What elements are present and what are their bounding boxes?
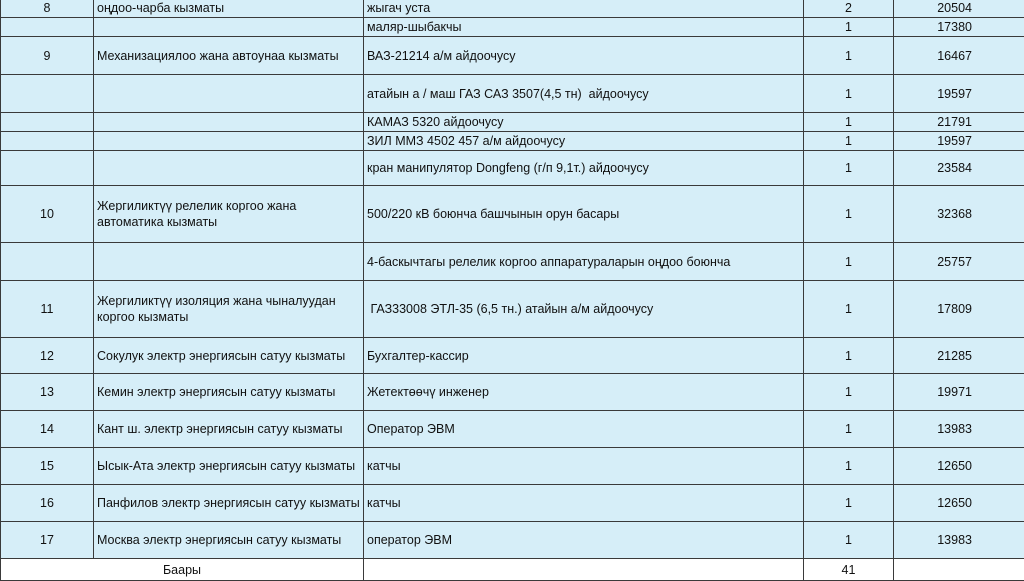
total-empty-cell (364, 559, 804, 581)
total-row (1, 559, 1024, 581)
count-cell: 1 (804, 374, 894, 411)
row-number (1, 243, 94, 281)
row-number: 12 (1, 338, 94, 374)
table-row (1, 338, 1024, 374)
position-cell: 500/220 кВ боюнча башчынын орун басары (364, 186, 804, 243)
organization-cell: Кант ш. электр энергиясын сатуу кызматы (94, 411, 364, 448)
total-count: 41 (804, 559, 894, 581)
table-row (1, 18, 1024, 37)
salary-cell: 12650 (894, 485, 1024, 522)
organization-cell: Жергиликтүү релелик коргоо жана автоматика кызматы (94, 186, 364, 243)
organization-cell: Кемин электр энергиясын сатуу кызматы (94, 374, 364, 411)
organization-cell (94, 113, 364, 132)
organization-cell: Панфилов электр энергиясын сатуу кызматы (94, 485, 364, 522)
salary-cell: 13983 (894, 411, 1024, 448)
position-cell: Оператор ЭВМ (364, 411, 804, 448)
position-cell: ВАЗ-21214 а/м айдоочусу (364, 37, 804, 75)
row-number: 8 (1, 0, 94, 18)
count-cell: 1 (804, 113, 894, 132)
table-row (1, 281, 1024, 338)
salary-cell: 16467 (894, 37, 1024, 75)
organization-cell: Механизациялоо жана автоунаа кызматы (94, 37, 364, 75)
table-row (1, 485, 1024, 522)
salary-cell: 23584 (894, 151, 1024, 186)
count-cell: 1 (804, 281, 894, 338)
total-salary-cell (894, 559, 1024, 581)
position-cell: кран манипулятор Dongfeng (г/п 9,1т.) айдоочусу (364, 151, 804, 186)
row-number: 9 (1, 37, 94, 75)
table-row (1, 37, 1024, 75)
salary-cell: 21285 (894, 338, 1024, 374)
organization-cell (94, 75, 364, 113)
row-number: 13 (1, 374, 94, 411)
row-number: 15 (1, 448, 94, 485)
organization-cell (94, 243, 364, 281)
table-row (1, 0, 1024, 18)
position-cell: Жетектөөчү инженер (364, 374, 804, 411)
position-cell: жыгач уста (364, 0, 804, 18)
salary-cell: 21791 (894, 113, 1024, 132)
count-cell: 1 (804, 485, 894, 522)
total-label: Баары (1, 559, 364, 581)
count-cell: 1 (804, 37, 894, 75)
organization-cell (94, 151, 364, 186)
row-number: 14 (1, 411, 94, 448)
row-number (1, 75, 94, 113)
row-number: 16 (1, 485, 94, 522)
salary-cell: 25757 (894, 243, 1024, 281)
salary-cell: 20504 (894, 0, 1024, 18)
count-cell: 1 (804, 243, 894, 281)
count-cell: 1 (804, 132, 894, 151)
row-number: 10 (1, 186, 94, 243)
position-cell: ЗИЛ ММЗ 4502 457 а/м айдоочусу (364, 132, 804, 151)
row-number: 17 (1, 522, 94, 559)
organization-cell: Ысык-Ата электр энергиясын сатуу кызматы (94, 448, 364, 485)
position-cell: 4-баскычтагы релелик коргоо аппаратураларын оңдоо боюнча (364, 243, 804, 281)
count-cell: 1 (804, 75, 894, 113)
table-row (1, 522, 1024, 559)
position-cell: ГАЗ33008 ЭТЛ-35 (6,5 тн.) атайын а/м айдоочусу (364, 281, 804, 338)
row-number (1, 113, 94, 132)
position-cell: Бухгалтер-кассир (364, 338, 804, 374)
table-row (1, 132, 1024, 151)
salary-cell: 17809 (894, 281, 1024, 338)
table-row (1, 243, 1024, 281)
organization-cell: оңдоо-чарба кызматы (94, 0, 364, 18)
row-number (1, 151, 94, 186)
count-cell: 1 (804, 18, 894, 37)
organization-cell: Жергиликтүү изоляция жана чыналуудан коргоо кызматы (94, 281, 364, 338)
organization-cell: Сокулук электр энергиясын сатуу кызматы (94, 338, 364, 374)
organization-cell (94, 18, 364, 37)
salary-cell: 17380 (894, 18, 1024, 37)
salary-cell: 32368 (894, 186, 1024, 243)
organization-cell (94, 132, 364, 151)
count-cell: 1 (804, 186, 894, 243)
count-cell: 1 (804, 338, 894, 374)
salary-cell: 19597 (894, 132, 1024, 151)
organization-cell: Москва электр энергиясын сатуу кызматы (94, 522, 364, 559)
table-row (1, 151, 1024, 186)
position-cell: маляр-шыбакчы (364, 18, 804, 37)
salary-cell: 13983 (894, 522, 1024, 559)
table-row (1, 113, 1024, 132)
row-number (1, 18, 94, 37)
count-cell: 1 (804, 522, 894, 559)
table-row (1, 448, 1024, 485)
staff-table-body (1, 0, 1024, 581)
position-cell: атайын а / маш ГАЗ САЗ 3507(4,5 тн) айдоочусу (364, 75, 804, 113)
count-cell: 1 (804, 411, 894, 448)
count-cell: 1 (804, 448, 894, 485)
table-row (1, 411, 1024, 448)
salary-cell: 12650 (894, 448, 1024, 485)
table-row (1, 186, 1024, 243)
row-number: 11 (1, 281, 94, 338)
salary-cell: 19597 (894, 75, 1024, 113)
count-cell: 1 (804, 151, 894, 186)
position-cell: катчы (364, 485, 804, 522)
row-number (1, 132, 94, 151)
count-cell: 2 (804, 0, 894, 18)
position-cell: катчы (364, 448, 804, 485)
table-row (1, 374, 1024, 411)
position-cell: КАМАЗ 5320 айдоочусу (364, 113, 804, 132)
table-row (1, 75, 1024, 113)
salary-cell: 19971 (894, 374, 1024, 411)
position-cell: оператор ЭВМ (364, 522, 804, 559)
